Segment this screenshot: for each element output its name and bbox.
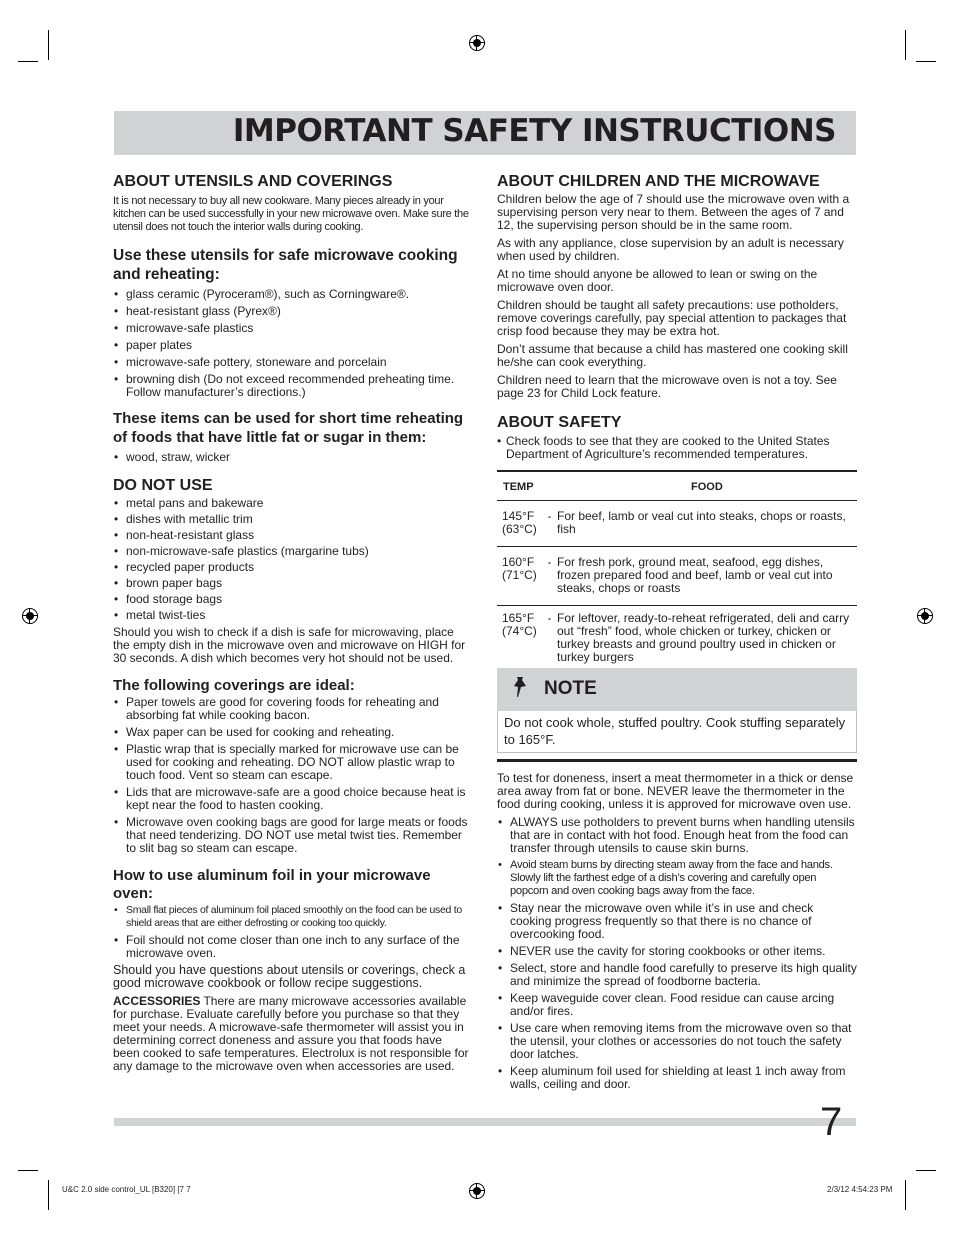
temp-cell	[502, 612, 542, 664]
table-row	[497, 547, 857, 606]
food-cell: For leftover, ready-to-reheat refrigerated, deli and carry out “fresh” food, whole chicken or turkey, chicken or turkey breasts and ground poultry used in chicken or turkey burgers	[557, 611, 850, 664]
heading-aluminum-foil: How to use aluminum foil in your microwave oven:	[113, 867, 431, 902]
coverings-list	[113, 696, 471, 855]
bullet: •	[497, 434, 502, 448]
list-item: • microwave-safe pottery, stoneware and porcelain	[113, 356, 471, 369]
crop-mark	[18, 1170, 38, 1171]
short-reheating-list	[113, 451, 471, 464]
temperature-table	[497, 470, 857, 668]
accessories-label: ACCESSORIES	[113, 994, 201, 1008]
table-row	[497, 501, 857, 547]
list-item: • food storage bags	[113, 593, 471, 606]
temp-cell	[502, 556, 542, 595]
page-number: 7	[820, 1100, 843, 1144]
list-item: • non-heat-resistant glass	[113, 529, 471, 542]
crop-mark	[48, 30, 49, 60]
crop-mark	[48, 1180, 49, 1210]
registration-mark-icon	[469, 35, 485, 51]
list-item: • Plastic wrap that is specially marked for microwave use can be used for cooking and reheating. DO NOT allow plastic wrap to touch food. Vent so steam can escape.	[113, 743, 471, 782]
utensils-intro: It is not necessary to buy all new cookware. Many pieces already in your kitchen can be used successfully in your new microwave oven. Make sure the utensil does not touch the interior walls during cooking.	[113, 195, 469, 233]
table-row	[497, 606, 857, 668]
crop-mark	[905, 1180, 906, 1210]
list-item: • Lids that are microwave-safe are a good choice because heat is kept near the food to hasten cooking.	[113, 786, 471, 812]
list-item: • Stay near the microwave oven while it’s in use and check cooking progress frequently so that there is no chance of overcooking food.	[497, 902, 857, 941]
children-paragraph: Children below the age of 7 should use the microwave oven with a supervising person very near to them. Between the ages of 7 and 12, the supervising person should be in the same room.	[497, 192, 850, 232]
page-title: IMPORTANT SAFETY INSTRUCTIONS	[232, 113, 836, 149]
crop-mark	[916, 1170, 936, 1171]
heading-do-not-use: DO NOT USE	[113, 477, 213, 494]
list-item: • microwave-safe plastics	[113, 322, 471, 335]
accessories-body: There are many microwave accessories available for purchase. Evaluate carefully before you purchase so that they meet your needs. A microwave-safe thermometer will assist you in determining correct doneness and assure you that foods have been cooked to safe temperatures. Electrolux is not responsible for any damage to the microwave oven when accessories are used.	[113, 994, 469, 1073]
note-box	[497, 668, 857, 711]
note-title: NOTE	[544, 678, 597, 699]
children-paragraph: At no time should anyone be allowed to lean or swing on the microwave oven door.	[497, 267, 818, 294]
children-paragraph: Children should be taught all safety precautions: use potholders, remove coverings carefully, pay special attention to packages that crisp food because they may be extra hot.	[497, 298, 847, 338]
left-column	[113, 172, 471, 1078]
header-food: FOOD	[691, 481, 723, 493]
list-item: • Microwave oven cooking bags are good for large meats or foods that need tenderizing. DO NOT use metal twist ties. Remember to slit bag so steam can escape.	[113, 816, 471, 855]
temp-f: 160°F	[502, 555, 535, 569]
temp-c: (63°C)	[502, 522, 537, 536]
heading-short-reheating: These items can be used for short time reheating of foods that have little fat or sugar in them:	[113, 410, 464, 446]
crop-mark	[18, 61, 38, 62]
list-item: • glass ceramic (Pyroceram®), such as Corningware®.	[113, 288, 471, 301]
list-item: • Avoid steam burns by directing steam away from the face and hands. Slowly lift the farthest edge of a dish’s covering and carefully open popcorn and oven cooking bags away from the face.	[497, 859, 857, 898]
registration-mark-icon	[917, 608, 933, 624]
list-item: • metal twist-ties	[113, 609, 471, 622]
list-item: • browning dish (Do not exceed recommended preheating time. Follow manufacturer’s directions.)	[113, 373, 471, 399]
foil-list	[113, 904, 471, 960]
heading-about-safety: ABOUT SAFETY	[497, 414, 622, 431]
header-temp: TEMP	[503, 481, 534, 493]
dash: -	[547, 611, 552, 625]
list-item: • Select, store and handle food carefully to preserve its high quality and minimize the spread of foodborne bacteria.	[497, 962, 857, 988]
food-cell: For fresh pork, ground meat, seafood, egg dishes, frozen prepared food and beef, lamb or veal cut into steaks, chops or roasts	[557, 555, 833, 595]
children-paragraph: As with any appliance, close supervision by an adult is necessary when used by children.	[497, 236, 844, 263]
heading-coverings: The following coverings are ideal:	[113, 677, 355, 694]
food-cell: For beef, lamb or veal cut into steaks, chops or roasts, fish	[557, 509, 846, 536]
doneness-text: To test for doneness, insert a meat thermometer in a thick or dense area away from fat or bone. NEVER leave the thermometer in the food during cooking, unless it is approved for microwave oven use.	[497, 771, 854, 811]
temp-c: (74°C)	[502, 624, 537, 638]
list-item: • ALWAYS use potholders to prevent burns when handling utensils that are in contact with hot food. Enough heat from the food can transfer through utensils to cause skin burns.	[497, 816, 857, 855]
table-header	[497, 472, 857, 501]
list-item: • Foil should not come closer than one inch to any surface of the microwave oven.	[113, 934, 471, 960]
safety-bullet-text: Check foods to see that they are cooked to the United States Department of Agriculture’s recommended temperatures.	[506, 434, 830, 461]
slug-right: 2/3/12 4:54:23 PM	[827, 1185, 893, 1194]
list-item: • Keep aluminum foil used for shielding at least 1 inch away from walls, ceiling and door.	[497, 1065, 857, 1091]
list-item: • Paper towels are good for covering foods for reheating and absorbing fat while cooking bacon.	[113, 696, 471, 722]
slug-left: U&C 2.0 side control_UL [B320] [7 7	[62, 1185, 191, 1194]
pushpin-icon	[512, 676, 530, 704]
heading-utensils: ABOUT UTENSILS AND COVERINGS	[113, 173, 393, 190]
temp-c: (71°C)	[502, 568, 537, 582]
list-item: • metal pans and bakeware	[113, 497, 471, 510]
list-item: • brown paper bags	[113, 577, 471, 590]
safety-list	[497, 816, 857, 1091]
temp-f: 145°F	[502, 509, 535, 523]
heading-safe-utensils: Use these utensils for safe microwave cooking and reheating:	[113, 247, 458, 283]
list-item: • NEVER use the cavity for storing cookbooks or other items.	[497, 945, 857, 958]
divider	[497, 759, 857, 762]
list-item: • wood, straw, wicker	[113, 451, 471, 464]
registration-mark-icon	[22, 608, 38, 624]
title-bar	[114, 111, 856, 155]
footer-bar	[114, 1118, 856, 1126]
children-paragraph: Don’t assume that because a child has mastered one cooking skill he/she can cook everything.	[497, 342, 848, 369]
questions-text: Should you have questions about utensils or coverings, check a good microwave cookbook or follow recipe suggestions.	[113, 963, 466, 990]
check-dish-text: Should you wish to check if a dish is safe for microwaving, place the empty dish in the microwave oven and microwave on HIGH for 30 seconds. A dish which becomes very hot should not be used.	[113, 625, 466, 665]
children-paragraph: Children need to learn that the microwave oven is not a toy. See page 23 for Child Lock feature.	[497, 373, 837, 400]
do-not-use-list	[113, 497, 471, 622]
safety-bullet	[497, 435, 857, 461]
note-text: Do not cook whole, stuffed poultry. Cook stuffing separately to 165°F.	[497, 711, 857, 753]
heading-children: ABOUT CHILDREN AND THE MICROWAVE	[497, 173, 820, 190]
crop-mark	[905, 30, 906, 60]
dash: -	[547, 509, 552, 523]
dash: -	[547, 555, 552, 569]
list-item: • paper plates	[113, 339, 471, 352]
registration-mark-icon	[469, 1183, 485, 1199]
list-item: • Wax paper can be used for cooking and reheating.	[113, 726, 471, 739]
list-item: • recycled paper products	[113, 561, 471, 574]
safe-utensils-list	[113, 288, 471, 399]
accessories-text	[113, 995, 471, 1073]
list-item: • non-microwave-safe plastics (margarine tubs)	[113, 545, 471, 558]
list-item: • dishes with metallic trim	[113, 513, 471, 526]
temp-cell	[502, 510, 542, 536]
list-item: • Keep waveguide cover clean. Food residue can cause arcing and/or fires.	[497, 992, 857, 1018]
crop-mark	[916, 61, 936, 62]
right-column	[497, 172, 857, 1101]
list-item: • Small flat pieces of aluminum foil placed smoothly on the food can be used to shield areas that are either defrosting or cooking too quickly.	[113, 904, 471, 930]
temp-f: 165°F	[502, 611, 535, 625]
list-item: • heat-resistant glass (Pyrex®)	[113, 305, 471, 318]
list-item: • Use care when removing items from the microwave oven so that the utensil, your clothes or accessories do not touch the safety door latches.	[497, 1022, 857, 1061]
